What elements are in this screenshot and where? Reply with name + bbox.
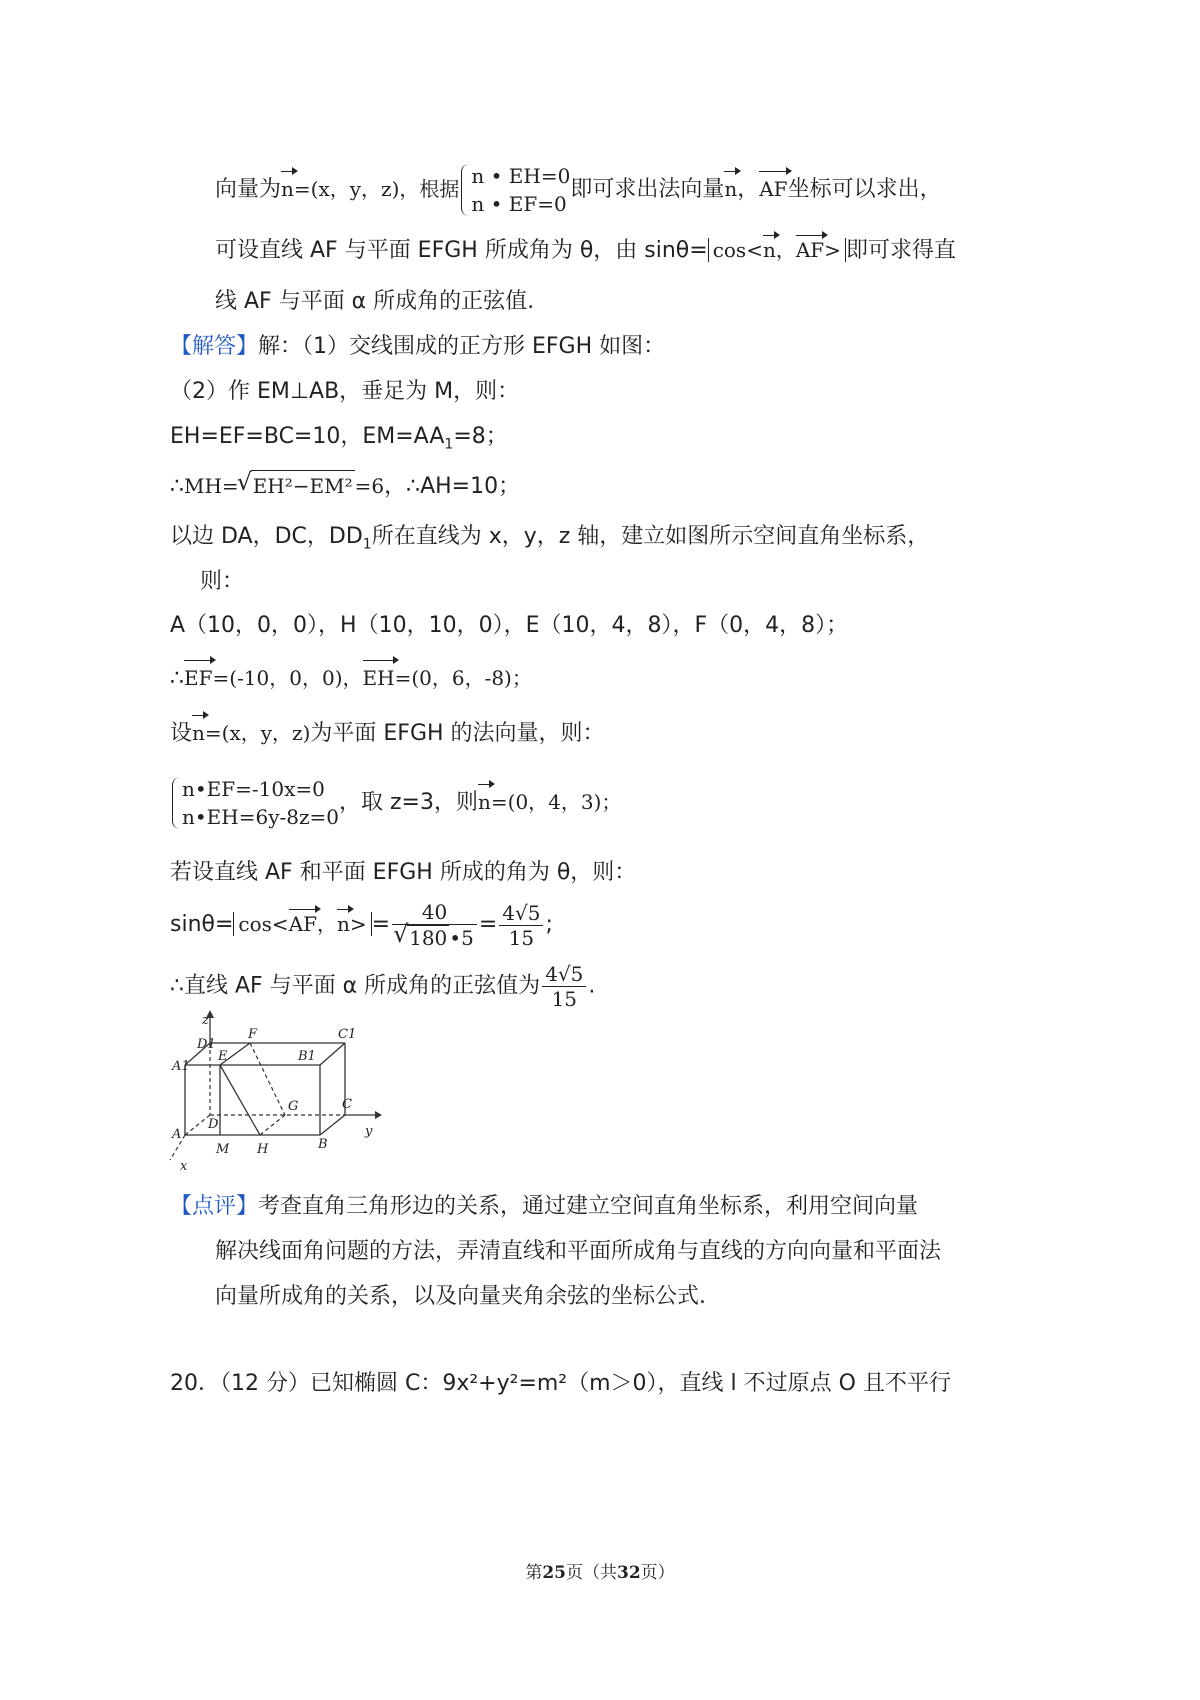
result-fraction: $\frac{4√5}{15}$ [542, 962, 586, 1011]
answer-line: 【解答】解：（1）交线围成的正方形 EFGH 如图： [170, 334, 666, 359]
eh-line: EH=EF=BC=10，$EM=AA_1=8$； [170, 424, 508, 453]
label-b: B [318, 1137, 328, 1152]
fraction-4root5: $\frac{4√5}{15}$ [499, 901, 543, 950]
coord-line-2: 则： [200, 569, 245, 594]
coord-line-1: 以边 DA，DC，$DD_1$所在直线为 x，y，z 轴，建立如图所示空间直角坐标系， [170, 524, 930, 553]
cos-expression: cos<n，AF> [708, 238, 846, 262]
label-b1: B1 [298, 1049, 316, 1064]
label-d1: D1 [197, 1037, 216, 1052]
label-c: C [342, 1097, 352, 1112]
result-line: ∴直线 AF 与平面 α 所成角的正弦值为 $\frac{4√5}{15}$ . [170, 962, 596, 1011]
answer-tag: 【解答】 [170, 334, 259, 359]
cos-af-n: cos<AF，n> [233, 912, 371, 936]
label-h: H [257, 1142, 269, 1157]
comment-tag: 【点评】 [170, 1194, 259, 1219]
page-footer: 第25页（共32页） [525, 1563, 675, 1583]
label-x: x [180, 1159, 188, 1174]
angle-line: 若设直线 AF 和平面 EFGH 所成的角为 θ，则： [170, 860, 637, 885]
label-m: M [216, 1142, 230, 1157]
label-c1: C1 [338, 1027, 357, 1042]
label-a1: A1 [172, 1059, 190, 1074]
vectors-line: ∴EF=(-10，0，0)，EH=(0，6，-8)； [170, 663, 532, 694]
comment-line-3: 向量所成角的关系，以及向量夹角余弦的坐标公式. [215, 1284, 706, 1309]
cuboid-figure [160, 1010, 390, 1185]
label-a: A [172, 1127, 182, 1142]
mh-line: ∴MH=√ EH²−EM² =6，∴AH=10； [170, 470, 520, 502]
equation-system-2: n•EF=-10x=0 n•EH=6y-8z=0 [170, 775, 339, 831]
step-2: （2）作 EM⊥AB，垂足为 M，则： [170, 379, 520, 404]
normal-line: 设n=(x，y，z)为平面 EFGH 的法向量，则： [170, 718, 605, 749]
label-g: G [288, 1099, 299, 1114]
line-3: 线 AF 与平面 α 所成角的正弦值. [215, 289, 535, 314]
vector-n: n=(x，y，z)，根据 [281, 177, 459, 201]
comment-line-1: 【点评】考查直角三角形边的关系，通过建立空间直角坐标系，利用空间向量 [170, 1194, 919, 1219]
sin-line: sinθ= cos<AF，n> = 40 √ 180 •5 = $\frac{4√5}{15}$ ; [170, 900, 553, 950]
problem-20: 20．（12 分）已知椭圆 C：9x²+y²=m²（m＞0），直线 l 不过原点 O 且不平行 [170, 1371, 951, 1396]
system-line: n•EF=-10x=0 n•EH=6y-8z=0 ，取 z=3，则n=(0，4，3)； [170, 775, 621, 831]
label-f: F [248, 1027, 258, 1042]
fraction-40: 40 √ 180 •5 [392, 900, 477, 950]
label-z: z [202, 1013, 209, 1028]
equation-system-1: n • EH=0 n • EF=0 [459, 162, 570, 218]
label-d: D [208, 1117, 219, 1132]
label-e: E [218, 1049, 228, 1064]
line-2: 可设直线 AF 与平面 EFGH 所成角为 θ，由 sinθ= cos<n，AF> 即可求得直 [215, 238, 956, 263]
line-1: 向量为n=(x，y，z)，根据 n • EH=0 n • EF=0 即可求出法向量n，AF坐标可以求出， [215, 164, 942, 216]
points-line: A（10，0，0），H（10，10，0），E（10，4，8），F（0，4，8）； [170, 613, 849, 638]
sqrt-expression: √ EH²−EM² [251, 470, 355, 501]
label-y: y [365, 1124, 373, 1139]
comment-line-2: 解决线面角问题的方法，弄清直线和平面所成角与直线的方向向量和平面法 [215, 1239, 942, 1264]
